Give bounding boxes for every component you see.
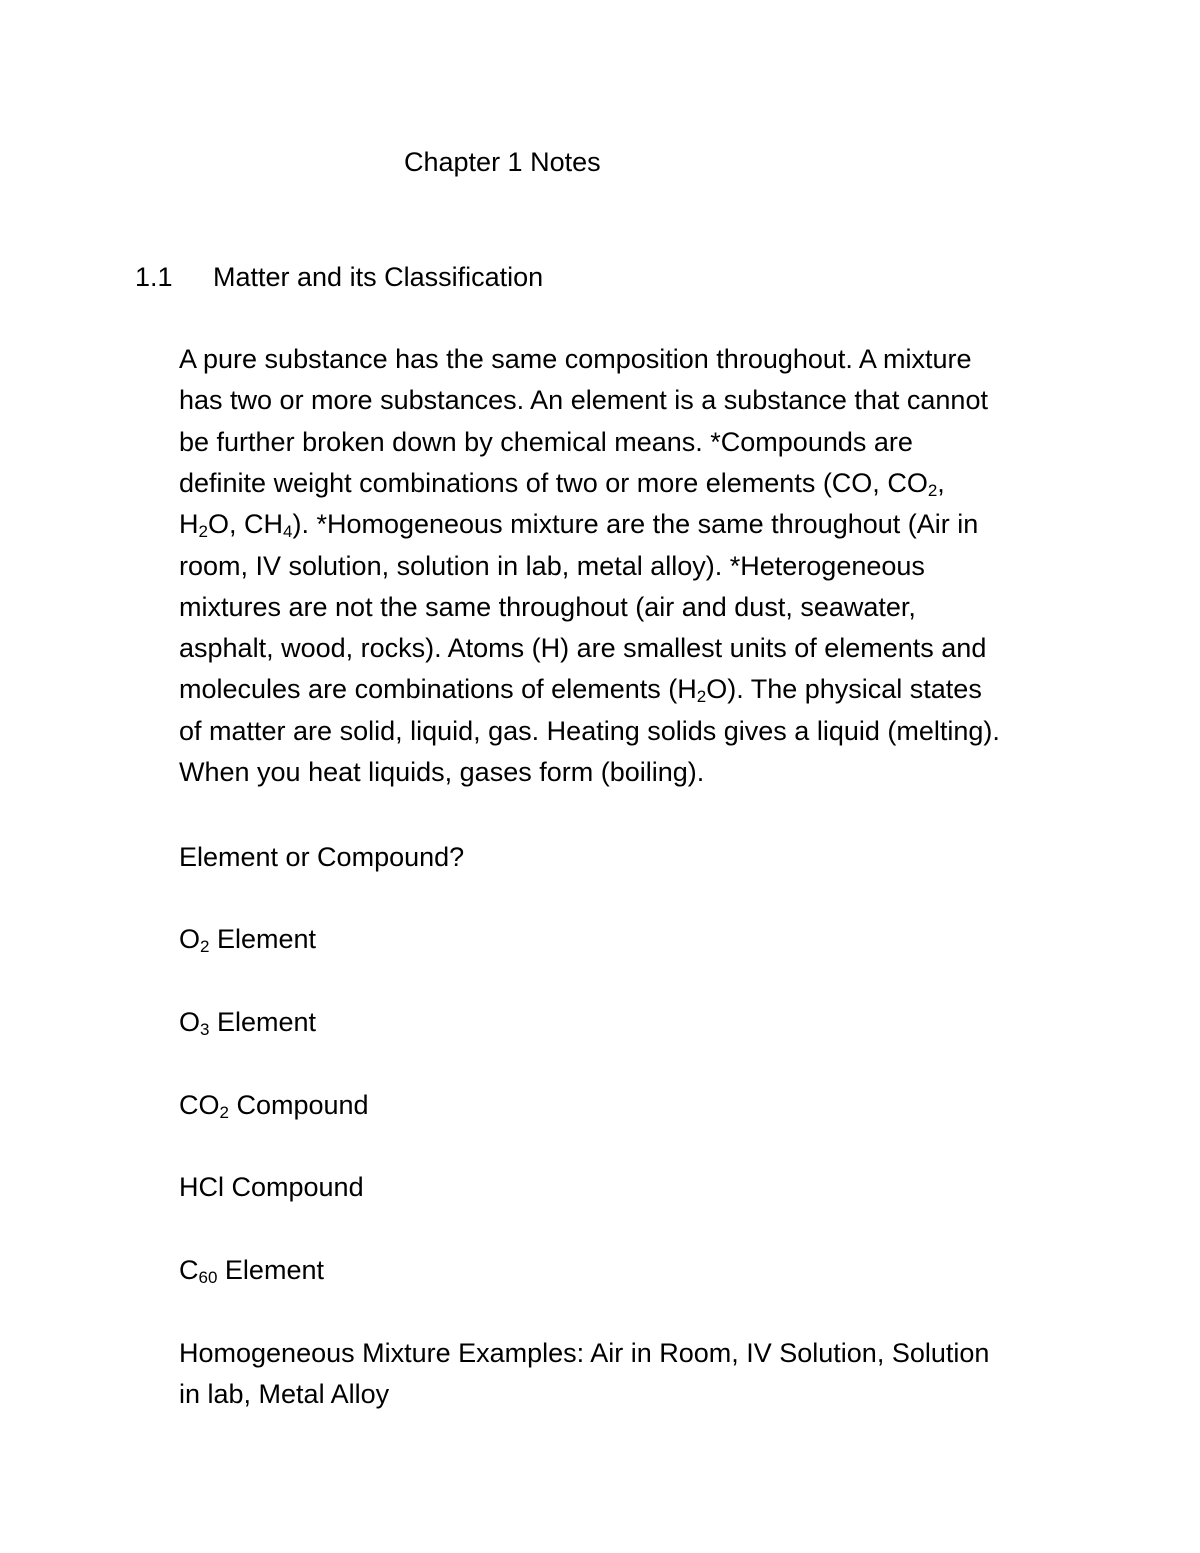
paragraph-text: be further broken down by chemical means. *Compounds are — [179, 426, 913, 457]
paragraph-line — [179, 423, 913, 461]
paragraph-text: room, IV solution, solution in lab, metal alloy). *Heterogeneous — [179, 550, 925, 581]
paragraph-text: O). The physical states — [706, 674, 982, 705]
subscript-text: 2 — [696, 687, 707, 707]
subscript-text: 2 — [927, 480, 938, 500]
item-formula-subscript: 60 — [198, 1268, 218, 1287]
section-number: 1.1 — [135, 262, 173, 292]
subscript-text: 4 — [282, 522, 293, 542]
paragraph-text: A pure substance has the same composition throughout. A mixture — [179, 344, 972, 374]
classification-item — [179, 1003, 316, 1041]
paragraph-line — [179, 712, 1000, 750]
paragraph-line — [179, 340, 971, 378]
subscript-wrapper — [928, 468, 937, 498]
paragraph-line — [179, 629, 986, 667]
paragraph-line — [179, 505, 978, 543]
item-formula-subscript: 2 — [219, 1103, 229, 1122]
subscript-wrapper — [198, 509, 208, 542]
paragraph-text: of matter are solid, liquid, gas. Heating solids gives a liquid (melting). — [179, 715, 1000, 746]
paragraph-line — [179, 588, 916, 626]
paragraph-text: , — [937, 467, 945, 498]
paragraph-text: ). *Homogeneous mixture are the same throughout (Air in — [292, 509, 979, 540]
section-title: Matter and its Classification — [213, 262, 544, 292]
paragraph-text: mixtures are not the same throughout (air and dust, seawater, — [179, 591, 916, 622]
item-formula-subscript: 2 — [200, 937, 210, 956]
paragraph-text: has two or more substances. An element is a substance that cannot — [179, 385, 988, 416]
paragraph-text: molecules are combinations of elements (H — [179, 674, 697, 705]
subscript-wrapper — [696, 674, 707, 707]
paragraph-text: O, CH — [207, 509, 283, 540]
classification-item — [179, 1086, 369, 1124]
subscript-text: 2 — [198, 522, 208, 542]
item-answer: Compound — [224, 1172, 364, 1202]
item-formula-subscript: 3 — [200, 1020, 210, 1039]
item-answer: Element — [209, 924, 317, 954]
item-formula: O — [179, 1007, 201, 1037]
classification-item — [179, 1168, 364, 1206]
question-heading: Element or Compound? — [179, 842, 465, 872]
paragraph-text: definite weight combinations of two or more elements (CO, CO — [179, 467, 928, 498]
classification-item — [179, 920, 316, 958]
paragraph-line — [179, 670, 982, 708]
document-title: Chapter 1 Notes — [404, 147, 601, 177]
paragraph-text: When you heat liquids, gases form (boiling). — [179, 757, 705, 787]
classification-item — [179, 1251, 324, 1289]
item-answer: Element — [209, 1007, 317, 1037]
item-formula: HCl — [179, 1172, 224, 1202]
item-answer: Compound — [228, 1090, 369, 1120]
homogeneous-examples-line: Homogeneous Mixture Examples: Air in Room, IV Solution, Solution — [179, 1338, 990, 1368]
paragraph-line — [179, 753, 704, 791]
paragraph-text: asphalt, wood, rocks). Atoms (H) are smallest units of elements and — [179, 633, 987, 664]
item-formula: C — [179, 1255, 199, 1285]
item-answer: Element — [217, 1255, 324, 1285]
homogeneous-examples-line: in lab, Metal Alloy — [179, 1379, 390, 1409]
paragraph-line — [179, 547, 925, 585]
paragraph-text: H — [179, 509, 199, 540]
section-heading — [135, 258, 543, 296]
paragraph-line — [179, 464, 945, 502]
item-formula: O — [179, 924, 201, 954]
paragraph-line — [179, 381, 988, 419]
item-formula: CO — [179, 1090, 220, 1120]
